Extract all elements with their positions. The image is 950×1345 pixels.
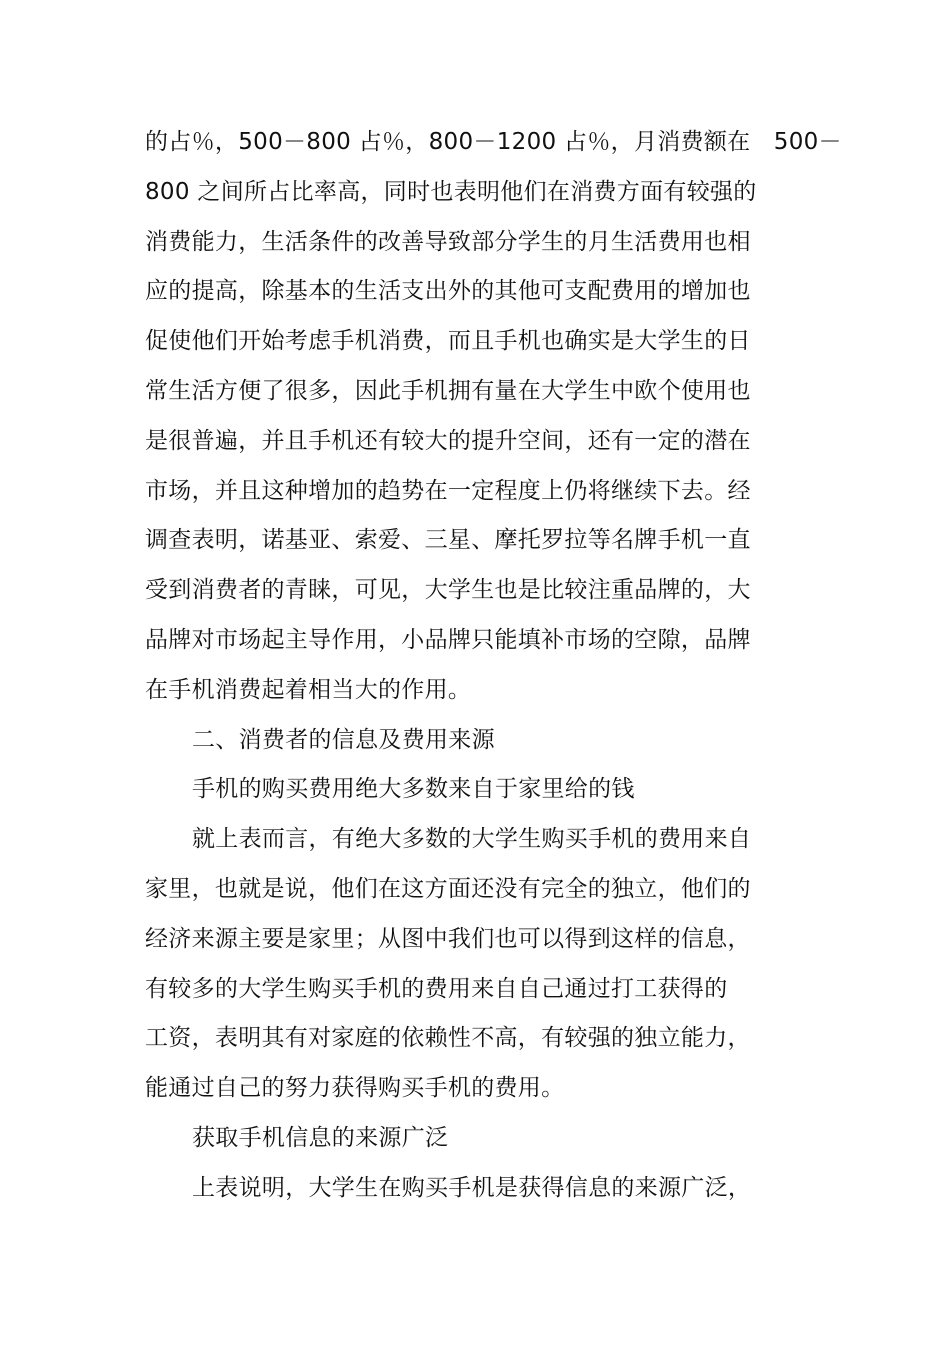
- text-line: 在手机消费起着相当大的作用。: [145, 677, 472, 703]
- text-line: 是很普遍，并且手机还有较大的提升空间，还有一定的潜在: [145, 428, 751, 454]
- text-line: 常生活方便了很多，因此手机拥有量在大学生中欧个使用也: [145, 378, 751, 404]
- text-line: 经济来源主要是家里；从图中我们也可以得到这样的信息，: [145, 926, 751, 952]
- text-line: 应的提高，除基本的生活支出外的其他可支配费用的增加也: [145, 278, 751, 304]
- text-line: 家里，也就是说，他们在这方面还没有完全的独立，他们的: [145, 876, 751, 902]
- text-line: 工资，表明其有对家庭的依赖性不高，有较强的独立能力，: [145, 1025, 751, 1051]
- text-line: 就上表而言，有绝大多数的大学生购买手机的费用来自: [192, 826, 752, 852]
- text-line: 受到消费者的青睐，可见，大学生也是比较注重品牌的，大: [145, 577, 751, 603]
- text-line: 市场，并且这种增加的趋势在一定程度上仍将继续下去。经: [145, 478, 751, 504]
- subheading: 手机的购买费用绝大多数来自于家里给的钱: [192, 776, 635, 802]
- section-heading: 二、消费者的信息及费用来源: [192, 727, 495, 753]
- text-line: 品牌对市场起主导作用，小品牌只能填补市场的空隙，品牌: [145, 627, 751, 653]
- text-line: 上表说明，大学生在购买手机是获得信息的来源广泛，: [192, 1175, 752, 1201]
- text-line: 调查表明，诺基亚、索爱、三星、摩托罗拉等名牌手机一直: [145, 527, 751, 553]
- text-line: 的占％，500－800 占％，800－1200 占％，月消费额在 500－: [145, 129, 842, 155]
- text-line: 800 之间所占比率高，同时也表明他们在消费方面有较强的: [145, 179, 757, 205]
- subheading: 获取手机信息的来源广泛: [192, 1125, 449, 1151]
- text-line: 消费能力，生活条件的改善导致部分学生的月生活费用也相: [145, 229, 751, 255]
- text-line: 有较多的大学生购买手机的费用来自自己通过打工获得的: [145, 976, 728, 1002]
- text-line: 促使他们开始考虑手机消费，而且手机也确实是大学生的日: [145, 328, 751, 354]
- text-line: 能通过自己的努力获得购买手机的费用。: [145, 1075, 565, 1101]
